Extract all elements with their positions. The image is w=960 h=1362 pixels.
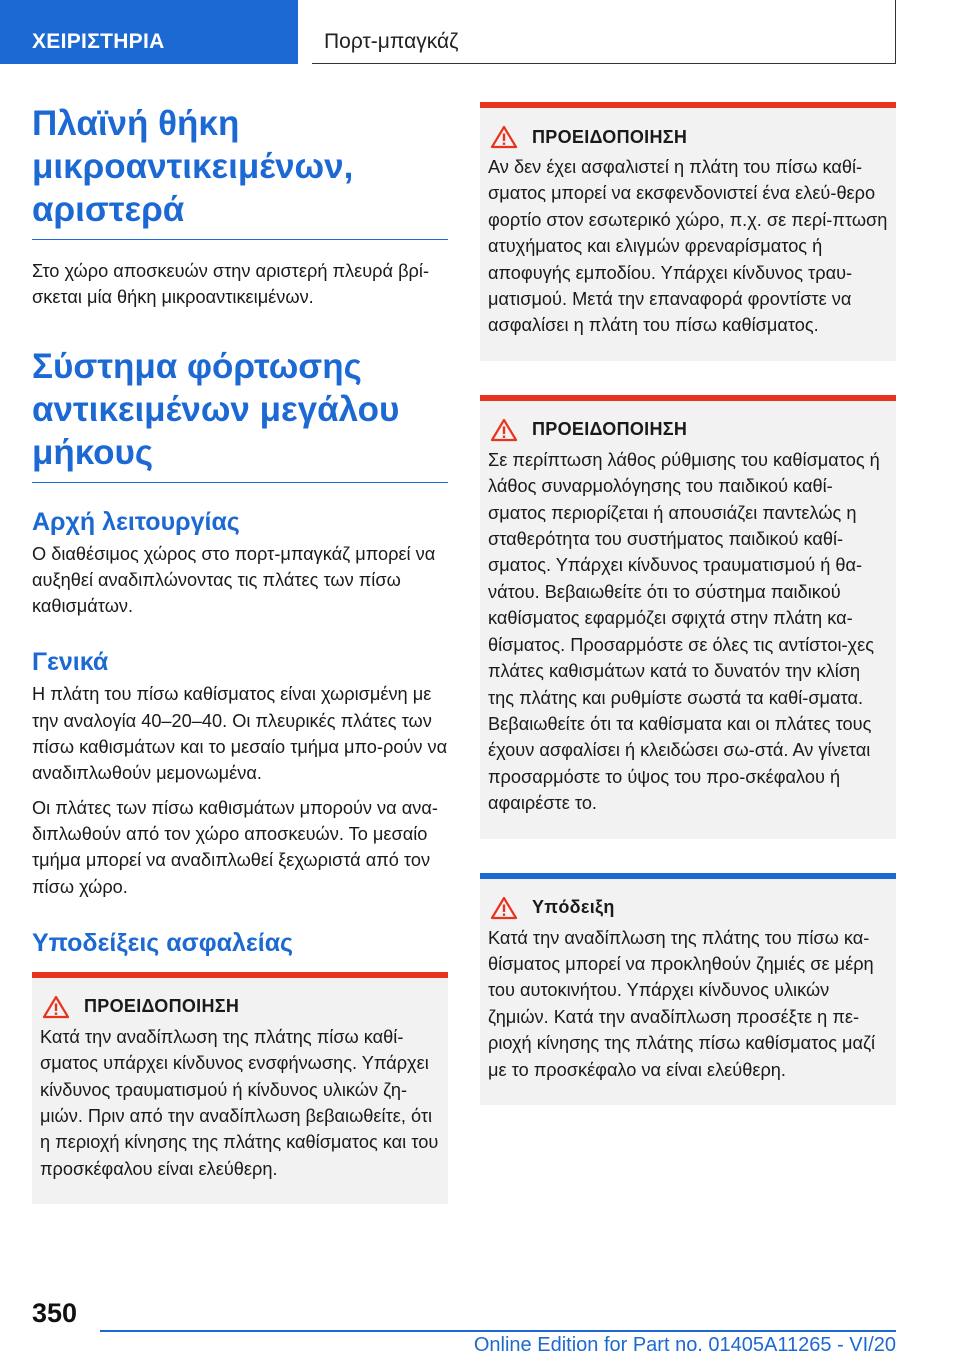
warning-title: ΠΡΟΕΙΔΟΠΟΙΗΣΗ xyxy=(532,419,688,440)
heading-safety-notes: Υποδείξεις ασφαλείας xyxy=(32,928,294,957)
note-title-row xyxy=(488,895,888,921)
warning-title: ΠΡΟΕΙΔΟΠΟΙΗΣΗ xyxy=(84,996,240,1017)
warning-box xyxy=(480,102,896,361)
warning-title-row xyxy=(488,124,888,150)
warning-title-row xyxy=(40,994,440,1020)
right-column xyxy=(480,102,896,1105)
warning-text: Κατά την αναδίπλωση της πλάτης πίσω καθί-σματος υπάρχει κίνδυνος ενσφήνωσης. Υπάρχει κίνδυνος τραυματισμού ή κίνδυνος υλικών ζη-μιών. Πριν από την αναδίπλωση βεβαιωθείτε, ότι η περιοχή κίνησης της πλάτης καθίσματος και του προσκέφαλου είναι ελεύθερη. xyxy=(40,1026,439,1179)
heading-principle: Αρχή λειτουργίας xyxy=(32,507,240,536)
heading-side-compartment: Πλαϊνή θήκη μικροαντικειμένων, αριστερά xyxy=(32,102,448,240)
heading-long-load-system: Σύστημα φόρτωσης αντικειμένων μεγάλου μήκους xyxy=(32,345,448,483)
topic-title: Πορτ-μπαγκάζ xyxy=(312,0,896,64)
paragraph-side-compartment: Στο χώρο αποσκευών στην αριστερή πλευρά βρί-σκεται μία θήκη μικροαντικειμένων. xyxy=(32,261,429,308)
note-text: Κατά την αναδίπλωση της πλάτης του πίσω κα-θίσματος μπορεί να προκληθούν ζημιές σε μέρη του αυτοκινήτου. Υπάρχει κίνδυνος υλικών ζημιών. Κατά την αναδίπλωση προσέξτε η πε-ριοχή κίνησης της πλάτης πίσω καθίσματος μαζί με το προσκέφαλο να είναι ελεύθερη. xyxy=(488,927,876,1080)
paragraph-general-1: Η πλάτη του πίσω καθίσματος είναι χωρισμένη με την αναλογία 40–20–40. Οι πλευρικές πλάτες των πίσω καθισμάτων και το μεσαίο τμήμα μπο-ρούν να αναδιπλωθούν μεμονωμένα. xyxy=(32,684,448,784)
page-number: 350 xyxy=(32,1298,78,1328)
warning-box xyxy=(32,972,448,1204)
paragraph-general-2: Οι πλάτες των πίσω καθισμάτων μπορούν να ανα-διπλωθούν από τον χώρο αποσκευών. Το μεσαίο τμήμα μπορεί να αναδιπλωθεί ξεχωριστά από τον πίσω χώρο. xyxy=(32,797,438,897)
footer-edition: Online Edition for Part no. 01405A11265 - VI/20 xyxy=(473,1334,896,1356)
note-box xyxy=(480,873,896,1105)
footer-divider xyxy=(100,1330,896,1332)
paragraph-principle: Ο διαθέσιμος χώρος στο πορτ-μπαγκάζ μπορεί να αυξηθεί αναδιπλώνοντας τις πλάτες των πίσω καθισμάτων. xyxy=(32,543,436,617)
left-column xyxy=(32,102,448,1204)
warning-text: Σε περίπτωση λάθος ρύθμισης του καθίσματος ή λάθος συναρμολόγησης του παιδικού καθί-σματος περιορίζεται ή απουσιάζει παντελώς η σταθερότητα του συστήματος παιδικού καθί-σματος. Υπάρχει κίνδυνος τραυματισμού ή θα-νάτου. Βεβαιωθείτε ότι το σύστημα παιδικού καθίσματος εφαρμόζει σφιχτά στην πλάτη κα-θίσματος. Προσαρμόστε σε όλες τις αντίστοι-χες πλάτες καθισμάτων κατά το δυνατόν την κλίση της πλάτης και ρυθμίστε σωστά τα καθί-σματα. Βεβαιωθείτε ότι τα καθίσματα και οι πλάτες τους έχουν ασφαλίσει ή κλειδώσει σω-στά. Αν γίνεται προσαρμόστε το ύψος του προ-σκέφαλου ή αφαιρέστε το. xyxy=(488,449,880,814)
warning-title: ΠΡΟΕΙΔΟΠΟΙΗΣΗ xyxy=(532,126,688,147)
warning-title-row xyxy=(488,417,888,443)
heading-general: Γενικά xyxy=(32,648,109,677)
warning-triangle-icon xyxy=(490,125,518,149)
note-title: Υπόδειξη xyxy=(532,897,615,918)
warning-triangle-icon xyxy=(490,896,518,920)
warning-triangle-icon xyxy=(42,995,70,1019)
section-tab: ΧΕΙΡΙΣΤΗΡΙΑ xyxy=(0,0,298,64)
warning-triangle-icon xyxy=(490,418,518,442)
warning-text: Αν δεν έχει ασφαλιστεί η πλάτη του πίσω καθί-σματος μπορεί να εκσφενδονιστεί ένα ελεύ-θερο φορτίο στον εσωτερικό χώρο, π.χ. σε περί-πτωση ατυχήματος και ελιγμών φρεναρίσματος ή αποφυγής εμποδίου. Υπάρχει κίνδυνος τραυ-ματισμού. Μετά την επαναφορά φροντίστε να ασφαλίσει η πλάτη του πίσω καθίσματος. xyxy=(488,157,888,336)
warning-box xyxy=(480,395,896,839)
